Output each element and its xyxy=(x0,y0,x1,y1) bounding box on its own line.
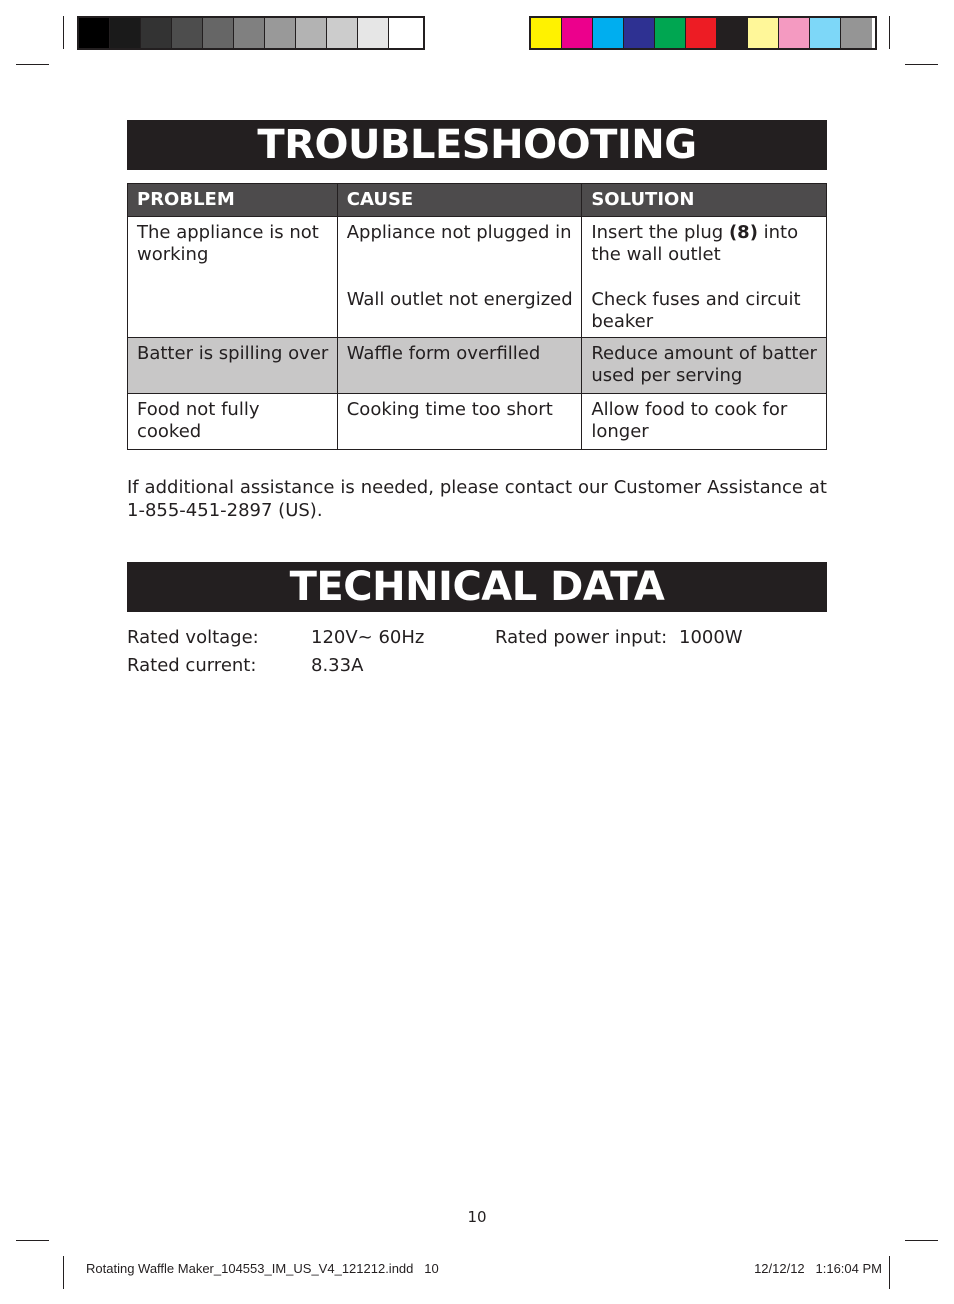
crop-mark xyxy=(63,16,64,49)
crop-mark xyxy=(63,1256,64,1289)
table-header-row xyxy=(128,184,827,217)
problem-cell: Batter is spilling over xyxy=(128,338,338,394)
file-name-slug: Rotating Waffle Maker_104553_IM_US_V4_121212.indd 10 xyxy=(86,1261,439,1276)
color-swatch xyxy=(810,18,841,48)
cause-cell: Cooking time too short xyxy=(337,394,582,450)
crop-mark xyxy=(889,16,890,49)
solution-cell: Allow food to cook for longer xyxy=(582,394,827,450)
troubleshooting-table xyxy=(127,183,827,450)
page-number: 10 xyxy=(467,1208,487,1226)
grayscale-swatch xyxy=(358,18,389,48)
grayscale-swatch xyxy=(389,18,420,48)
cause-column-header: CAUSE xyxy=(337,184,582,217)
color-swatch xyxy=(717,18,748,48)
solution-text: Check fuses and circuit beaker xyxy=(591,289,801,332)
date-time-slug: 12/12/12 1:16:04 PM xyxy=(754,1261,882,1276)
color-swatch xyxy=(593,18,624,48)
table-row xyxy=(128,217,827,338)
color-swatch xyxy=(531,18,562,48)
grayscale-calibration-bar xyxy=(77,16,425,50)
solution-cell: Reduce amount of batter used per serving xyxy=(582,338,827,394)
cause-text: Wall outlet not energized xyxy=(346,289,573,310)
troubleshooting-heading: TROUBLESHOOTING xyxy=(127,120,827,170)
color-swatch xyxy=(841,18,872,48)
problem-cell: Food not fully cooked xyxy=(128,394,338,450)
crop-mark xyxy=(905,64,938,65)
problem-cell xyxy=(128,217,338,338)
crop-mark xyxy=(16,64,49,65)
cause-text: Appliance not plugged in xyxy=(346,222,572,243)
cause-cell xyxy=(337,217,582,338)
grayscale-swatch xyxy=(203,18,234,48)
solution-text: Insert the plug (8) into the wall outlet xyxy=(591,222,799,265)
crop-mark xyxy=(905,1240,938,1241)
solution-cell xyxy=(582,217,827,338)
grayscale-swatch xyxy=(234,18,265,48)
customer-assistance-note: If additional assistance is needed, please contact our Customer Assistance at 1-855-451-2897 (US). xyxy=(127,477,827,521)
grayscale-swatch xyxy=(296,18,327,48)
color-calibration-bar xyxy=(529,16,877,50)
rated-power-label: Rated power input: xyxy=(495,627,668,648)
table-row xyxy=(128,394,827,450)
grayscale-swatch xyxy=(327,18,358,48)
rated-current-label: Rated current: xyxy=(127,655,257,676)
rated-voltage-value: 120V~ 60Hz xyxy=(311,627,425,648)
color-swatch xyxy=(686,18,717,48)
color-swatch xyxy=(748,18,779,48)
color-swatch xyxy=(562,18,593,48)
crop-mark xyxy=(16,1240,49,1241)
technical-data-heading: TECHNICAL DATA xyxy=(127,562,827,612)
crop-mark xyxy=(889,1256,890,1289)
table-row xyxy=(128,338,827,394)
grayscale-swatch xyxy=(265,18,296,48)
cause-cell: Waffle form overfilled xyxy=(337,338,582,394)
solution-column-header: SOLUTION xyxy=(582,184,827,217)
problem-text: The appliance is not working xyxy=(137,222,319,265)
grayscale-swatch xyxy=(141,18,172,48)
rated-voltage-label: Rated voltage: xyxy=(127,627,259,648)
grayscale-swatch xyxy=(110,18,141,48)
color-swatch xyxy=(779,18,810,48)
grayscale-swatch xyxy=(172,18,203,48)
rated-power-value: 1000W xyxy=(679,627,743,648)
color-swatch xyxy=(655,18,686,48)
rated-current-value: 8.33A xyxy=(311,655,364,676)
color-swatch xyxy=(624,18,655,48)
problem-column-header: PROBLEM xyxy=(128,184,338,217)
grayscale-swatch xyxy=(79,18,110,48)
